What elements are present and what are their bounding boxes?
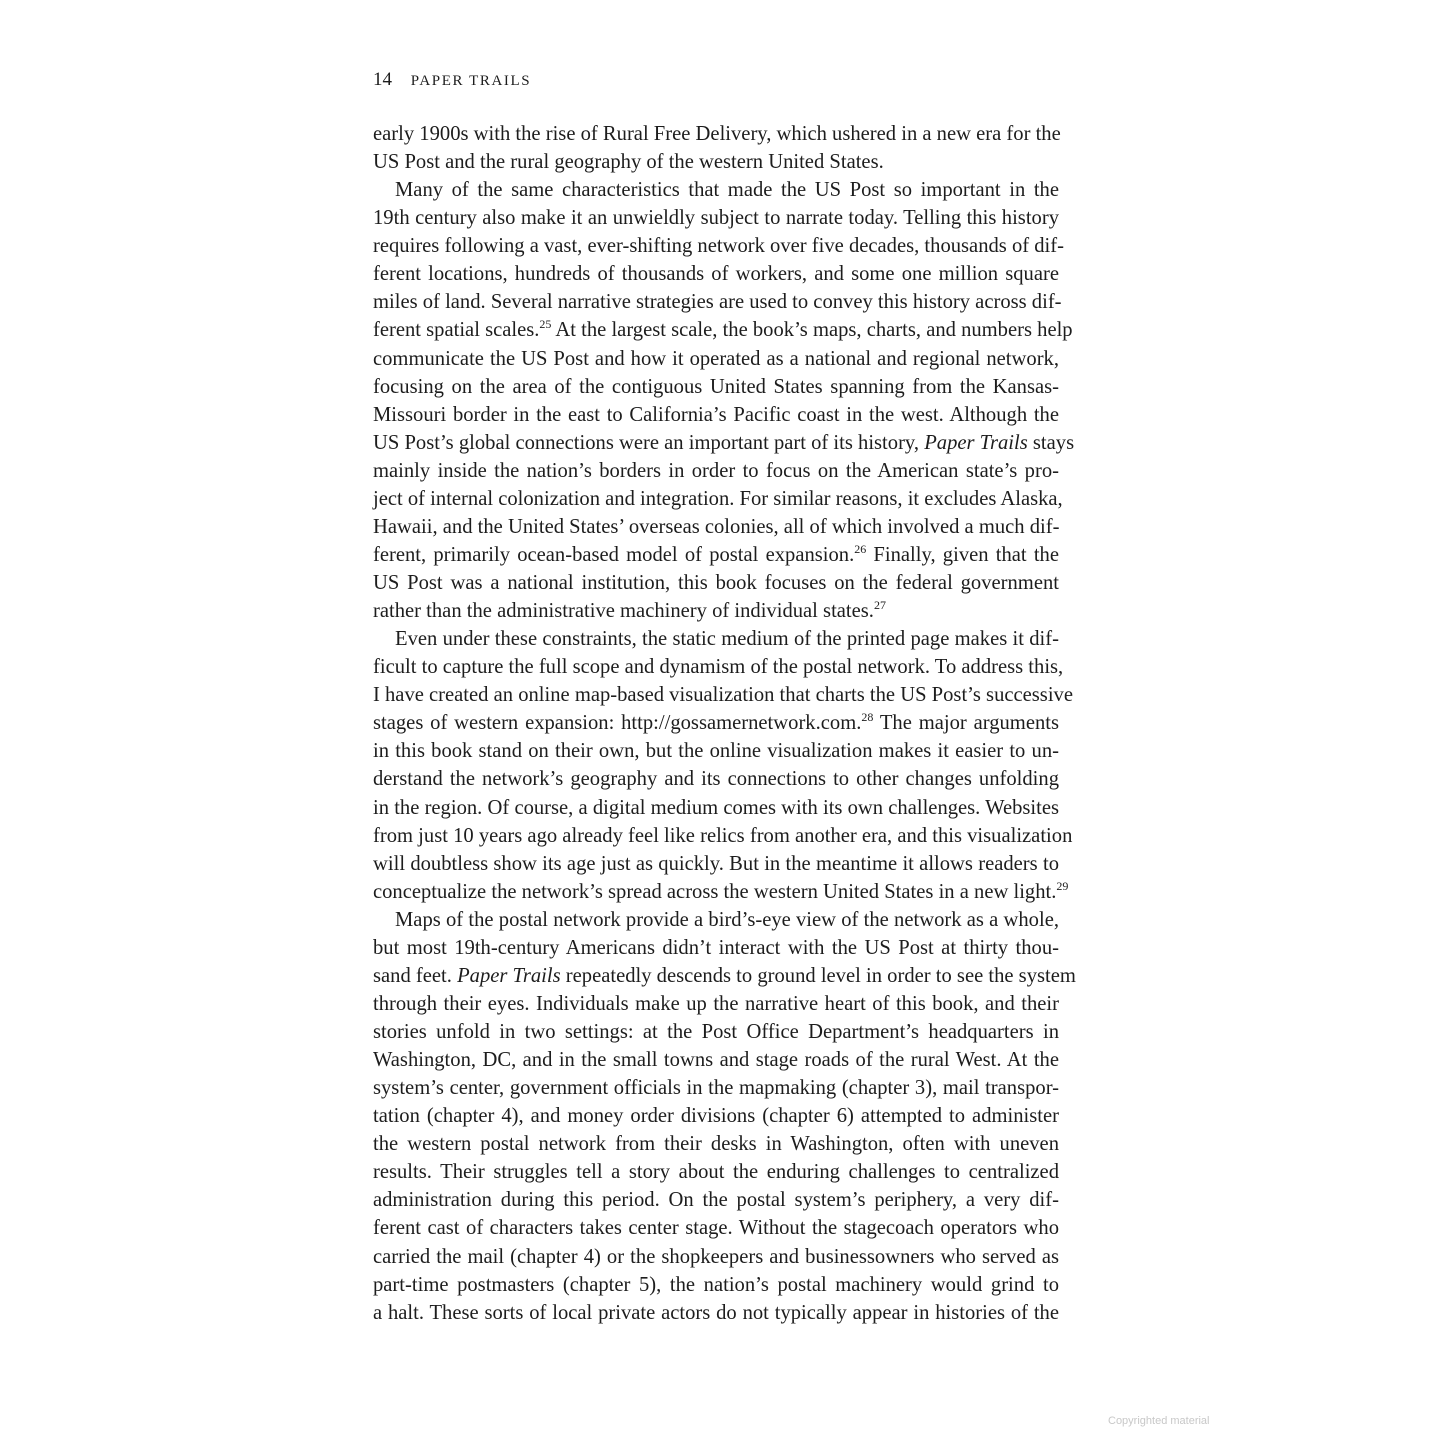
text-run: ferent cast of characters takes center stage. Without the stagecoach operators who xyxy=(373,1217,1059,1240)
text-run: ferent spatial scales. xyxy=(373,319,540,342)
text-run: ferent locations, hundreds of thousands of workers, and some one million square xyxy=(373,263,1059,286)
text-line xyxy=(373,1271,1059,1299)
text-line xyxy=(373,1074,1059,1102)
text-run: from just 10 years ago already feel like relics from another era, and this visualization xyxy=(373,824,1073,847)
text-run: US Post and the rural geography of the western United States. xyxy=(373,151,884,174)
text-line xyxy=(373,850,1059,878)
text-line xyxy=(373,316,1073,344)
text-run: sand feet. xyxy=(373,964,458,987)
text-line xyxy=(373,288,1062,316)
text-line xyxy=(373,345,1059,373)
text-line xyxy=(373,232,1064,260)
text-line xyxy=(373,709,1059,737)
footnote-marker: 25 xyxy=(539,317,552,332)
text-line xyxy=(373,625,1059,653)
body-text xyxy=(373,120,1076,1327)
copyright-watermark: Copyrighted material xyxy=(1108,1415,1210,1427)
text-line xyxy=(373,1299,1059,1327)
text-run: I have created an online map-based visualization that charts the US Post’s successive xyxy=(373,684,1073,707)
text-run: Hawaii, and the United States’ overseas colonies, all of which involved a much dif- xyxy=(373,515,1060,538)
running-head xyxy=(373,66,531,95)
text-run: focusing on the area of the contiguous United States spanning from the Kansas- xyxy=(373,375,1059,398)
text-line xyxy=(373,934,1059,962)
text-line xyxy=(373,794,1059,822)
text-run: results. Their struggles tell a story about the enduring challenges to centralized xyxy=(373,1161,1059,1184)
text-line xyxy=(373,962,1076,990)
text-run: derstand the network’s geography and its connections to other changes unfolding xyxy=(373,768,1059,791)
text-line xyxy=(373,1130,1059,1158)
text-run: a halt. These sorts of local private actors do not typically appear in histories of the xyxy=(373,1301,1059,1324)
text-line xyxy=(373,990,1059,1018)
text-line xyxy=(373,906,1059,934)
text-line xyxy=(373,765,1059,793)
text-run: Washington, DC, and in the small towns and stage roads of the rural West. At the xyxy=(373,1049,1059,1072)
text-run: tation (chapter 4), and money order divisions (chapter 6) attempted to administer xyxy=(373,1105,1059,1128)
footnote-marker: 27 xyxy=(873,598,886,613)
text-line xyxy=(373,429,1075,457)
text-line xyxy=(373,1102,1059,1130)
text-line xyxy=(373,878,1069,906)
text-line xyxy=(373,176,1059,204)
text-run: Even under these constraints, the static medium of the printed page makes it dif- xyxy=(395,628,1059,651)
footnote-marker: 26 xyxy=(854,541,867,556)
text-run: communicate the US Post and how it operated as a national and regional network, xyxy=(373,347,1059,370)
text-run: Missouri border in the east to California’s Pacific coast in the west. Although the xyxy=(373,403,1059,426)
text-line xyxy=(373,681,1073,709)
text-line xyxy=(373,260,1059,288)
text-run: rather than the administrative machinery of individual states. xyxy=(373,600,874,623)
text-line xyxy=(373,204,1059,232)
text-run: ficult to capture the full scope and dynamism of the postal network. To address this, xyxy=(373,656,1064,679)
text-run: At the largest scale, the book’s maps, charts, and numbers help xyxy=(551,319,1073,342)
text-run: stages of western expansion: http://gossamernetwork.com. xyxy=(373,712,862,735)
text-line xyxy=(373,1158,1059,1186)
text-line xyxy=(373,1243,1059,1271)
text-run: Many of the same characteristics that made the US Post so important in the xyxy=(395,179,1059,202)
text-line xyxy=(373,513,1059,541)
text-run: Finally, given that the xyxy=(866,543,1059,566)
text-line xyxy=(373,1018,1059,1046)
text-run: conceptualize the network’s spread across the western United States in a new light. xyxy=(373,880,1057,903)
text-line xyxy=(373,541,1059,569)
text-run: stays xyxy=(1027,431,1075,454)
text-line xyxy=(373,597,1059,625)
text-run: The major arguments xyxy=(873,712,1059,735)
text-line xyxy=(373,822,1073,850)
italic-title: Paper Trails xyxy=(924,431,1028,454)
text-run: the western postal network from their desks in Washington, often with uneven xyxy=(373,1133,1059,1156)
text-run: 19th century also make it an unwieldly subject to narrate today. Telling this history xyxy=(373,207,1059,230)
running-head-title: PAPER TRAILS xyxy=(410,73,532,89)
text-run: part-time postmasters (chapter 5), the nation’s postal machinery would grind to xyxy=(373,1273,1059,1296)
text-line xyxy=(373,1214,1059,1242)
text-run: in this book stand on their own, but the online visualization makes it easier to un- xyxy=(373,740,1059,763)
text-run: stories unfold in two settings: at the Post Office Department’s headquarters in xyxy=(373,1021,1059,1043)
text-run: but most 19th-century Americans didn’t interact with the US Post at thirty thou- xyxy=(373,936,1059,959)
text-run: Maps of the postal network provide a bird’s-eye view of the network as a whole, xyxy=(395,908,1059,931)
text-line xyxy=(373,457,1059,485)
italic-title: Paper Trails xyxy=(457,964,561,987)
footnote-marker: 29 xyxy=(1056,878,1069,893)
text-run: US Post’s global connections were an important part of its history, xyxy=(373,431,925,454)
text-line xyxy=(373,1186,1059,1214)
text-line xyxy=(373,1046,1059,1074)
text-run: in the region. Of course, a digital medium comes with its own challenges. Websites xyxy=(373,796,1059,819)
text-run: miles of land. Several narrative strategies are used to convey this history across dif- xyxy=(373,291,1062,314)
text-line xyxy=(373,653,1064,681)
text-run: through their eyes. Individuals make up the narrative heart of this book, and their xyxy=(373,992,1059,1015)
text-run: system’s center, government officials in the mapmaking (chapter 3), mail transpor- xyxy=(373,1077,1059,1100)
text-run: ferent, primarily ocean-based model of postal expansion. xyxy=(373,543,855,566)
text-line xyxy=(373,401,1059,429)
text-line xyxy=(373,737,1059,765)
text-run: US Post was a national institution, this book focuses on the federal government xyxy=(373,572,1059,594)
text-line xyxy=(373,373,1059,401)
text-run: administration during this period. On the postal system’s periphery, a very dif- xyxy=(373,1189,1059,1212)
page-number: 14 xyxy=(373,69,392,90)
text-line xyxy=(373,485,1063,513)
text-run: ject of internal colonization and integration. For similar reasons, it excludes Alaska, xyxy=(373,487,1063,510)
text-run: carried the mail (chapter 4) or the shopkeepers and businessowners who served as xyxy=(373,1245,1059,1268)
text-run: mainly inside the nation’s borders in order to focus on the American state’s pro- xyxy=(373,459,1059,482)
text-run: requires following a vast, ever-shifting network over five decades, thousands of dif- xyxy=(373,235,1064,258)
text-line xyxy=(373,148,1059,176)
text-run: will doubtless show its age just as quickly. But in the meantime it allows readers to xyxy=(373,852,1059,875)
text-run: repeatedly descends to ground level in order to see the system xyxy=(560,964,1076,987)
text-line xyxy=(373,120,1059,148)
text-line xyxy=(373,569,1059,597)
text-run: early 1900s with the rise of Rural Free Delivery, which ushered in a new era for the xyxy=(373,123,1061,145)
footnote-marker: 28 xyxy=(861,710,874,725)
